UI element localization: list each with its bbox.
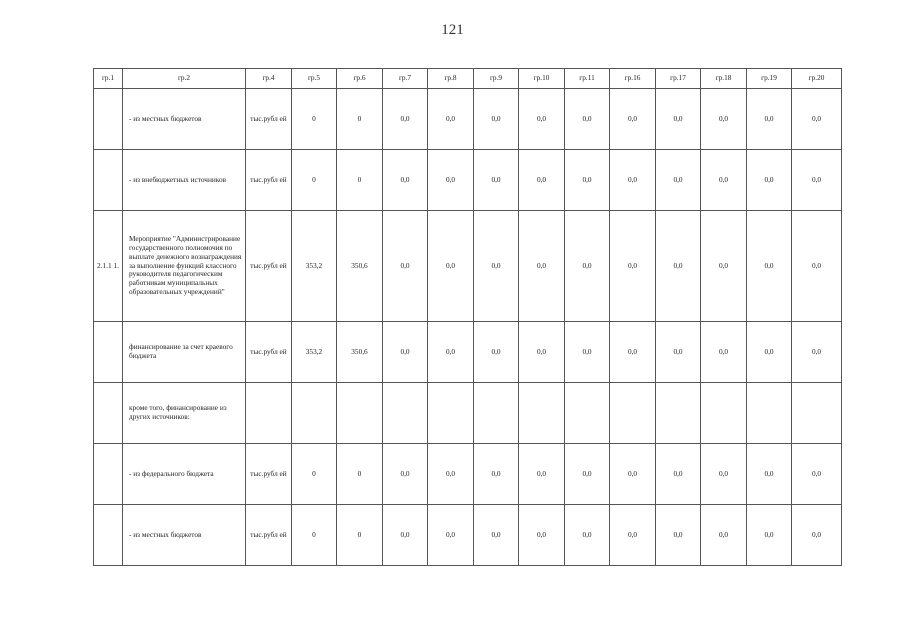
value-cell: 0,0 [747, 211, 792, 322]
row-number: 2.1.1 1. [94, 211, 123, 322]
column-header: гр.2 [123, 69, 246, 89]
header-row [94, 69, 842, 89]
row-number [94, 322, 123, 383]
value-cell: 0,0 [792, 89, 842, 150]
value-cell: 0,0 [383, 150, 428, 211]
table-row [94, 89, 842, 150]
value-cell [610, 383, 656, 444]
value-cell: 353,2 [292, 322, 337, 383]
row-description: - из внебюджетных источников [123, 150, 246, 211]
value-cell [337, 383, 383, 444]
value-cell: 0,0 [474, 444, 519, 505]
value-cell [747, 383, 792, 444]
value-cell: 0,0 [747, 89, 792, 150]
value-cell: 0,0 [792, 444, 842, 505]
row-unit [246, 383, 292, 444]
value-cell [701, 383, 747, 444]
value-cell [383, 383, 428, 444]
value-cell: 0,0 [428, 211, 474, 322]
value-cell: 0,0 [792, 322, 842, 383]
value-cell: 0 [292, 89, 337, 150]
value-cell: 0,0 [701, 211, 747, 322]
value-cell [519, 383, 565, 444]
value-cell: 0,0 [656, 211, 701, 322]
value-cell: 0,0 [656, 89, 701, 150]
row-description: - из местных бюджетов [123, 89, 246, 150]
table-row [94, 383, 842, 444]
column-header: гр.4 [246, 69, 292, 89]
value-cell: 0,0 [474, 505, 519, 566]
value-cell [656, 383, 701, 444]
value-cell: 0,0 [747, 505, 792, 566]
value-cell: 0,0 [565, 150, 610, 211]
value-cell: 0 [337, 89, 383, 150]
table-row [94, 505, 842, 566]
table-row [94, 150, 842, 211]
value-cell: 0,0 [474, 322, 519, 383]
column-header: гр.6 [337, 69, 383, 89]
value-cell: 0,0 [701, 150, 747, 211]
value-cell [428, 383, 474, 444]
value-cell: 0,0 [610, 505, 656, 566]
value-cell: 0 [337, 444, 383, 505]
value-cell: 0,0 [565, 322, 610, 383]
value-cell: 0,0 [428, 150, 474, 211]
value-cell: 0,0 [610, 444, 656, 505]
row-number [94, 89, 123, 150]
column-header: гр.5 [292, 69, 337, 89]
column-header: гр.11 [565, 69, 610, 89]
row-unit: тыс.рубл ей [246, 211, 292, 322]
budget-table [93, 68, 842, 566]
value-cell: 0 [337, 150, 383, 211]
value-cell: 353,2 [292, 211, 337, 322]
column-header: гр.16 [610, 69, 656, 89]
column-header: гр.20 [792, 69, 842, 89]
value-cell: 0,0 [610, 322, 656, 383]
column-header: гр.7 [383, 69, 428, 89]
row-description: - из местных бюджетов [123, 505, 246, 566]
value-cell: 0,0 [701, 444, 747, 505]
value-cell: 0,0 [428, 322, 474, 383]
column-header: гр.18 [701, 69, 747, 89]
value-cell: 0,0 [792, 505, 842, 566]
value-cell: 0,0 [519, 211, 565, 322]
row-description: - из федерального бюджета [123, 444, 246, 505]
value-cell: 0,0 [610, 150, 656, 211]
row-number [94, 444, 123, 505]
value-cell [792, 383, 842, 444]
value-cell: 0,0 [474, 211, 519, 322]
value-cell: 0,0 [383, 211, 428, 322]
value-cell: 0 [292, 444, 337, 505]
row-unit: тыс.рубл ей [246, 150, 292, 211]
value-cell: 0,0 [519, 150, 565, 211]
value-cell: 0,0 [383, 444, 428, 505]
column-header: гр.10 [519, 69, 565, 89]
value-cell: 0,0 [701, 322, 747, 383]
value-cell: 0,0 [656, 444, 701, 505]
value-cell: 0,0 [519, 322, 565, 383]
value-cell: 0,0 [565, 211, 610, 322]
row-number [94, 150, 123, 211]
page-number: 121 [441, 22, 464, 38]
table-row [94, 322, 842, 383]
value-cell: 0,0 [610, 211, 656, 322]
value-cell [565, 383, 610, 444]
value-cell: 0,0 [383, 322, 428, 383]
value-cell: 0,0 [519, 444, 565, 505]
value-cell: 0,0 [428, 444, 474, 505]
column-header: гр.9 [474, 69, 519, 89]
value-cell: 0,0 [747, 444, 792, 505]
value-cell: 0,0 [383, 505, 428, 566]
row-unit: тыс.рубл ей [246, 444, 292, 505]
row-unit: тыс.рубл ей [246, 89, 292, 150]
value-cell: 0 [292, 150, 337, 211]
value-cell: 0,0 [701, 505, 747, 566]
value-cell: 0,0 [474, 89, 519, 150]
value-cell: 0,0 [519, 505, 565, 566]
value-cell: 0,0 [383, 89, 428, 150]
row-number [94, 383, 123, 444]
row-unit: тыс.рубл ей [246, 322, 292, 383]
value-cell: 0,0 [565, 89, 610, 150]
row-unit: тыс.рубл ей [246, 505, 292, 566]
value-cell: 0 [292, 505, 337, 566]
value-cell: 0,0 [656, 150, 701, 211]
value-cell: 0,0 [747, 150, 792, 211]
row-description: Мероприятие "Администрирование государственного полномочия по выплате денежного вознаграждения за выполнение функций классного руководителя педагогическим работникам муниципальных образовательных учреждений" [123, 211, 246, 322]
value-cell [474, 383, 519, 444]
value-cell: 0 [337, 505, 383, 566]
value-cell: 0,0 [565, 505, 610, 566]
column-header: гр.17 [656, 69, 701, 89]
column-header: гр.1 [94, 69, 123, 89]
value-cell: 0,0 [610, 89, 656, 150]
column-header: гр.19 [747, 69, 792, 89]
value-cell: 0,0 [701, 89, 747, 150]
value-cell: 0,0 [565, 444, 610, 505]
value-cell: 0,0 [792, 211, 842, 322]
value-cell: 0,0 [519, 89, 565, 150]
value-cell: 0,0 [428, 505, 474, 566]
value-cell: 0,0 [428, 89, 474, 150]
value-cell: 0,0 [792, 150, 842, 211]
table-row [94, 211, 842, 322]
table-row [94, 444, 842, 505]
row-description: кроме того, финансирование из других источников: [123, 383, 246, 444]
row-description: финансирование за счет краевого бюджета [123, 322, 246, 383]
value-cell: 0,0 [656, 322, 701, 383]
row-number [94, 505, 123, 566]
value-cell: 350,6 [337, 211, 383, 322]
value-cell: 350,6 [337, 322, 383, 383]
value-cell: 0,0 [747, 322, 792, 383]
column-header: гр.8 [428, 69, 474, 89]
value-cell [292, 383, 337, 444]
value-cell: 0,0 [474, 150, 519, 211]
value-cell: 0,0 [656, 505, 701, 566]
